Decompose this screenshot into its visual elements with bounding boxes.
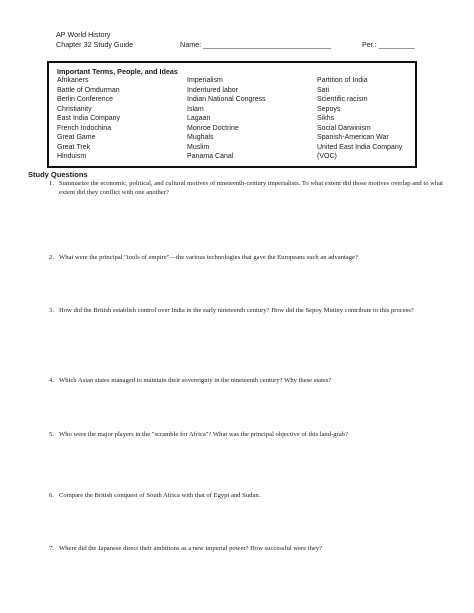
question-text: Compare the British conquest of South Africa with that of Egypt and Sudan.	[59, 492, 261, 499]
term: Islam	[187, 105, 204, 113]
term: Indian National Congress	[187, 96, 266, 103]
question-text: Summarize the economic, political, and cultural motives of nineteenth-century imperialists. To what extent did those motives overlap and to what extent did they conflict with one another?	[59, 180, 443, 196]
term: Imperialism	[187, 77, 223, 84]
terms-box	[47, 61, 417, 168]
term: Monroe Doctrine	[187, 124, 239, 132]
question-number: 4.	[49, 377, 54, 384]
question-text: How did the British establish control over India in the early nineteenth century? How did the Sepoy Mutiny contribute to this process?	[59, 307, 414, 314]
term: Sikhs	[317, 115, 335, 122]
term: Afrikaners	[57, 77, 89, 84]
term: United East India Company	[317, 143, 403, 151]
term: Berlin Conference	[57, 96, 114, 103]
term: Hinduism	[57, 153, 87, 160]
term: East India Company	[57, 115, 121, 122]
question-number: 5.	[49, 431, 54, 438]
term: French Indochina	[57, 124, 112, 132]
question-item	[28, 307, 448, 316]
period-field[interactable]: Per.: _________	[362, 40, 415, 49]
question-number: 3.	[49, 307, 54, 314]
terms-column-3	[317, 76, 402, 162]
question-number: 7.	[49, 545, 54, 552]
question-item	[28, 431, 448, 440]
term: Christianity	[57, 105, 92, 113]
question-item	[28, 377, 448, 386]
term: Partition of India	[317, 77, 368, 84]
term: Social Darwinism	[317, 124, 371, 132]
term: Great Trek	[57, 143, 91, 151]
terms-column-1	[57, 76, 120, 162]
term: Great Game	[57, 134, 96, 141]
study-questions-heading: Study Questions	[28, 170, 88, 179]
question-number: 1.	[49, 180, 54, 187]
term: Indentured labor	[187, 86, 238, 94]
terms-column-2	[187, 76, 266, 162]
question-item	[28, 492, 448, 501]
question-item	[28, 254, 448, 263]
question-number: 2.	[49, 254, 54, 261]
terms-heading: Important Terms, People, and Ideas	[57, 67, 178, 76]
question-number: 6.	[49, 492, 54, 499]
term: Sati	[317, 86, 330, 94]
term: Lagaan	[187, 115, 211, 122]
term: Mughals	[187, 134, 214, 141]
term: Sepoys	[317, 105, 341, 113]
term: (VOC)	[317, 153, 337, 160]
question-text: What were the principal "tools of empire"—the various technologies that gave the Europeans such an advantage?	[59, 254, 358, 261]
question-item	[28, 545, 448, 554]
term: Scientific racism	[317, 96, 368, 103]
term: Muslim	[187, 143, 210, 151]
term: Battle of Omdurman	[57, 86, 120, 94]
question-item	[28, 180, 448, 197]
guide-title: Chapter 32 Study Guide	[56, 40, 134, 49]
course-title: AP World History	[56, 30, 111, 39]
term: Panama Canal	[187, 153, 234, 160]
question-text: Where did the Japanese direct their ambitions as a new imperial power? How successful were they?	[59, 545, 323, 552]
name-field[interactable]: Name: ________________________________	[180, 40, 332, 49]
question-text: Which Asian states managed to maintain their sovereignty in the nineteenth century? Why these states?	[59, 377, 332, 384]
term: Spanish-American War	[317, 134, 389, 141]
question-text: Who were the major players in the "scramble for Africa"? What was the principal objective of this land-grab?	[59, 431, 348, 438]
